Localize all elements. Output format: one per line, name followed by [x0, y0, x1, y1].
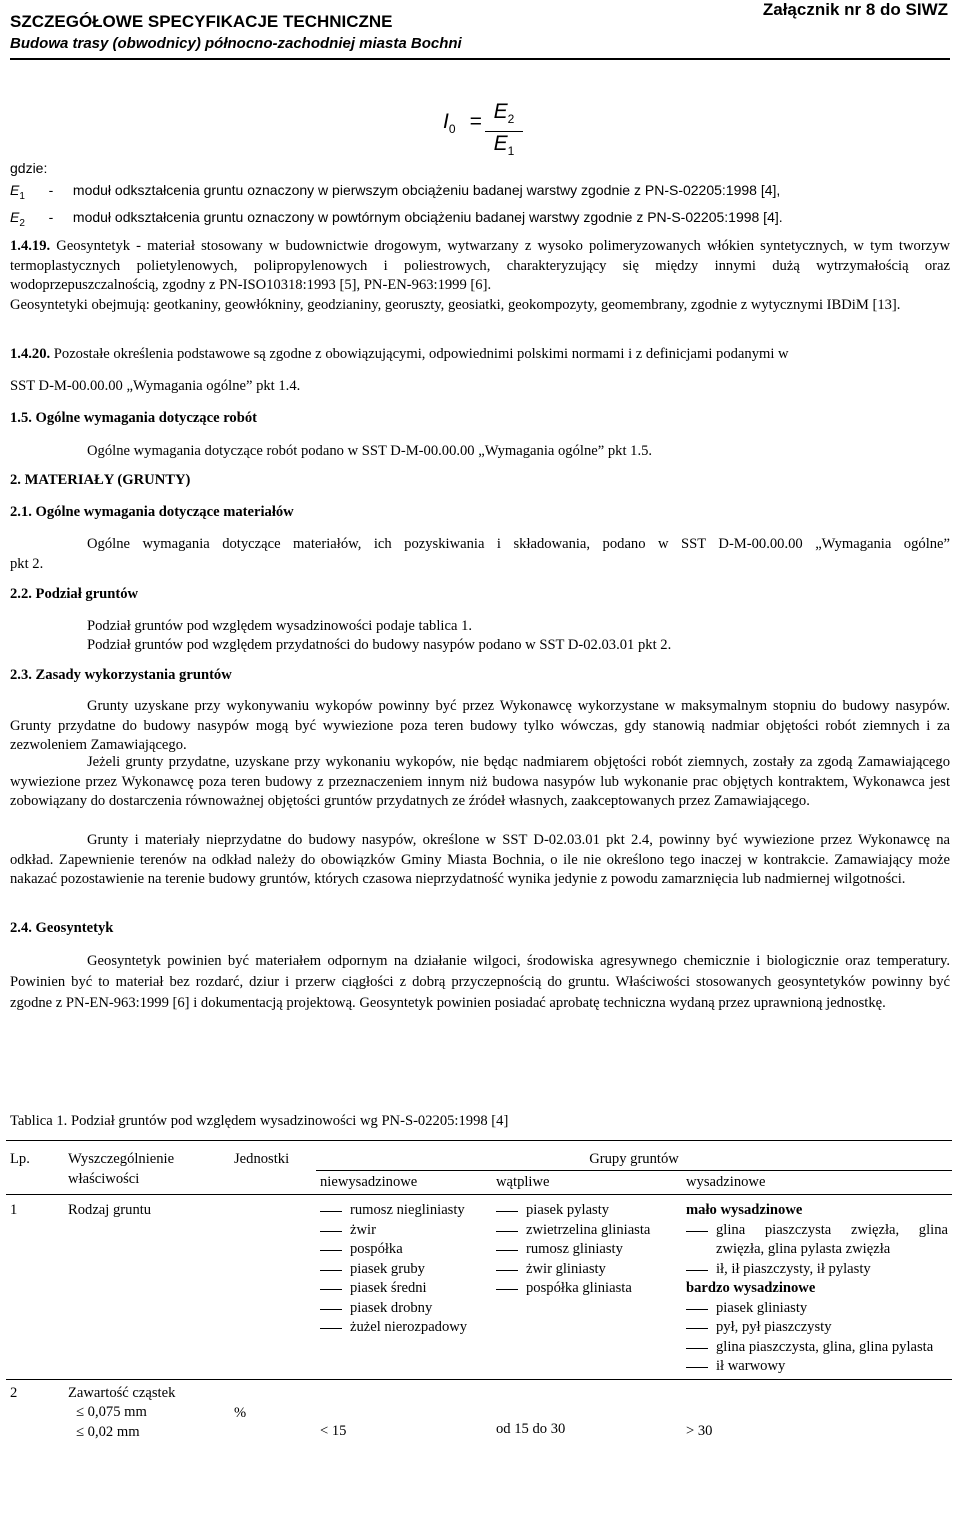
formula-lhs: I — [443, 110, 449, 133]
where-label: gdzie: — [10, 160, 48, 176]
heading-2-2: 2.2. Podział gruntów — [10, 586, 139, 602]
annex-label: Załącznik nr 8 do SIWZ — [762, 0, 948, 19]
text-2-3-p3: Grunty i materiały nieprzydatne do budowy nasypów, określone w SST D-02.03.01 pkt 2.4, powinny być wywiezione przez Wykonawcę na odkład. Zapewnienie terenów na odkład należy do obowiązków Gminy Miasta Bochnia, o ile nie określono tego inaczej w kontrakcie. Zamawiający może nakazać pozostawienie na terenie budowy gruntów, których czasowa nieprzydatność wynika jedynie z powodu zamarznięcia lub nadmiernej wilgotności. — [10, 832, 950, 887]
header-rule — [10, 58, 950, 60]
soil-table — [6, 1140, 952, 1444]
header-non-frost: niewysadzinowe — [316, 1170, 492, 1195]
section-1-4-20-ref: SST D-M-00.00.00 „Wymagania ogólne” pkt 1.4. — [10, 378, 301, 394]
formula-fraction: $E_2$ $E_1$ — [487, 100, 521, 163]
header-doubtful: wątpliwe — [492, 1170, 682, 1195]
doc-title: SZCZEGÓŁOWE SPECYFIKACJE TECHNICZNE — [10, 12, 393, 31]
text-2-3-p1: Grunty uzyskane przy wykonywaniu wykopów powinny być przez Wykonawcę wykorzystane w maksymalnym stopniu do budowy nasypów. Grunty przydatne do budowy nasypów mogą być wywiezione poza teren budowy tylko wówczas, gdy stanowią nadmiar objętości robót ziemnych i za zezwoleniem Zamawiającego. — [10, 698, 950, 753]
table-caption: Tablica 1. Podział gruntów pod względem wysadzinowości wg PN-S-02205:1998 [4] — [10, 1113, 509, 1129]
heading-1-5: 1.5. Ogólne wymagania dotyczące robót — [10, 410, 257, 426]
geosynthetics-types: Geosyntetyki obejmują: geotkaniny, geowłókniny, geodzianiny, georuszty, geosiatki, geokompozyty, geomembrany, zgodnie z wytycznymi IBDiM [13]. — [10, 297, 901, 313]
heading-2-4: 2.4. Geosyntetyk — [10, 920, 114, 936]
header-frost: wysadzinowe — [682, 1170, 952, 1195]
table-header-row — [6, 1140, 952, 1170]
doc-subtitle: Budowa trasy (obwodnicy) północno-zachodniej miasta Bochni — [10, 35, 462, 52]
table-row: 2 Zawartość cząstek ≤ 0,075 mm ≤ 0,02 mm % < 15 od 15 do 30 > 30 — [6, 1379, 952, 1444]
heading-2-1: 2.1. Ogólne wymagania dotyczące materiałów — [10, 504, 294, 520]
where-item: $E_1$ - moduł odkształcenia gruntu oznaczony w pierwszym obciążeniu badanej warstwy zgodnie z PN-S-02205:1998 [4], — [10, 182, 781, 202]
text-1-5: Ogólne wymagania dotyczące robót podano w SST D-M-00.00.00 „Wymagania ogólne” pkt 1.5. — [87, 443, 653, 459]
header-unit: Jednostki — [234, 1151, 290, 1167]
header-spec: Wyszczególnienie właściwości — [68, 1151, 175, 1187]
where-list — [10, 180, 950, 234]
list-doubtful: piasek pylasty zwietrzelina gliniasta rumosz gliniasty żwir gliniasty pospółka gliniasta — [492, 1195, 682, 1380]
formula-eq: = — [469, 110, 482, 133]
text-2-4-p1: Geosyntetyk powinien być materiałem odpornym na działanie wilgoci, środowiska agresywnego chemicznie i biologicznie oraz temperatury. Powinien być to materiał bez rozdarć, dziur i przerw ciągłości z dobrą przyczepnością do gruntu. Właściwości stosowanych geosyntetyków powinny być zgodne z PN-EN-963:1999 [6] i dokumentacją projektową. Geosyntetyk powinien posiadać aprobatę techniczna wydaną przez uprawnioną jednostkę. — [10, 953, 950, 1011]
text-2-2-b: Podział gruntów pod względem przydatności do budowy nasypów podano w SST D-02.03.01 pkt 2. — [87, 637, 672, 653]
header-lp: Lp. — [10, 1151, 30, 1167]
where-item: $E_2$ - moduł odkształcenia gruntu oznaczony w powtórnym obciążeniu badanej warstwy zgodnie z PN-S-02205:1998 [4]. — [10, 208, 783, 229]
header-groups: Grupy gruntów — [589, 1151, 679, 1167]
heading-2: 2. MATERIAŁY (GRUNTY) — [10, 472, 191, 488]
text-2-1: Ogólne wymagania dotyczące materiałów, ich pozyskiwania i składowania, podano w SST D-M-00.00.00 „Wymagania ogólne” — [87, 536, 950, 552]
list-non-frost: rumosz niegliniasty żwir pospółka piasek gruby piasek średni piasek drobny żużel nierozpadowy — [316, 1195, 492, 1380]
text-2-3-p2: Jeżeli grunty przydatne, uzyskane przy wykonaniu wykopów, nie będąc nadmiarem objętości robót ziemnych, zostały za zgodą Zamawiającego wywiezione przez Wykonawcę poza teren budowy z przeznaczeniem innym niż budowa nasypów lub wykonanie prac objętych kontraktem, Wykonawca jest zobowiązany do dostarczenia równoważnej objętości gruntów przydatnych ze źródeł własnych, zaakceptowanych przez Zamawiającego. — [10, 754, 950, 809]
heading-2-3: 2.3. Zasady wykorzystania gruntów — [10, 667, 232, 683]
section-1-4-19: 1.4.19. Geosyntetyk - materiał stosowany w budownictwie drogowym, wytwarzany z wysoko polimeryzowanych włókien syntetycznych, w tym tworzyw termoplastycznych polietylenowych, polipropylenowych i poliestrowych, charakteryzujący się między innymi dużą wytrzymałością oraz wodoprzepuszczalnością, zgodny z PN-ISO10318:1993 [5], PN-EN-963:1999 [6]. — [10, 238, 950, 293]
text-2-1-cont: pkt 2. — [10, 556, 44, 572]
text-2-2-a: Podział gruntów pod względem wysadzinowości podaje tablica 1. — [87, 618, 473, 634]
section-1-4-20: 1.4.20. Pozostałe określenia podstawowe są zgodne z obowiązującymi, odpowiednimi polskimi normami i z definicjami podanymi w — [10, 346, 789, 362]
list-frost: mało wysadzinowe glina piaszczysta zwięzła, glina zwięzła, glina pylasta zwięzła ił, ił piaszczysty, ił pylasty bardzo wysadzinowe piasek gliniasty pył, pył piaszczysty glina piaszczysta, glina, glina pylasta ił warwowy — [682, 1195, 952, 1380]
table-row: 1 Rodzaj gruntu rumosz niegliniasty żwir pospółka piasek gruby piasek średni piasek drobny żużel nierozpadowy piasek pylasty zwietrzelina gliniasta rumosz gliniasty żwir gliniasty pospółka gliniasta mało wysadzinowe glina piaszczysta zwięzła, glina zwięzła, glina pylasta zwięzła ił, ił piaszczysty, ił pylasty bardzo wysadzinowe piasek gliniasty pył, pył piaszczysty glina piaszczysta, glina, glina pylasta ił warwowy — [6, 1195, 952, 1380]
formula: $I_0$ = — [443, 110, 482, 137]
